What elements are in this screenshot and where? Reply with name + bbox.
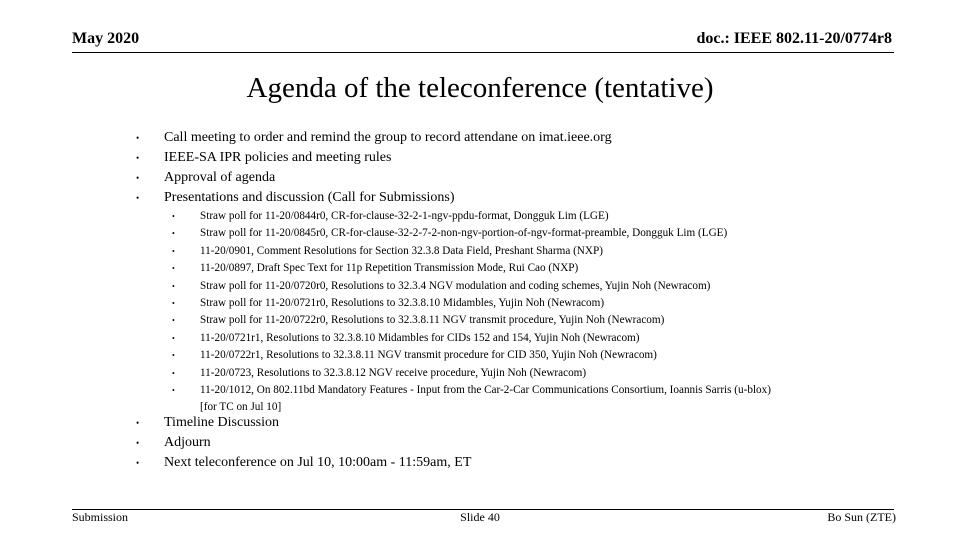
submission-item: • Straw poll for 11-20/0844r0, CR-for-clause-32-2-1-ngv-ppdu-format, Dongguk Lim (LGE) [170, 208, 771, 225]
submissions-list [170, 208, 771, 417]
agenda-item: • Timeline Discussion [134, 413, 471, 433]
agenda-item: • IEEE-SA IPR policies and meeting rules [134, 148, 612, 168]
header-date: May 2020 [72, 30, 140, 47]
bullet-icon: • [136, 438, 140, 448]
header-doc-id: doc.: IEEE 802.11-20/0774r8 [696, 30, 892, 47]
bullet-icon: • [172, 281, 175, 291]
agenda-top-list [134, 128, 612, 208]
bullet-icon: • [172, 368, 175, 378]
bullet-icon: • [172, 351, 175, 361]
submission-item: • Straw poll for 11-20/0721r0, Resolutions to 32.3.8.10 Midambles, Yujin Noh (Newracom) [170, 295, 771, 312]
agenda-item: • Presentations and discussion (Call for Submissions) [134, 188, 612, 208]
submission-item: • 11-20/0897, Draft Spec Text for 11p Repetition Transmission Mode, Rui Cao (NXP) [170, 260, 771, 277]
submission-item: • 11-20/1012, On 802.11bd Mandatory Features - Input from the Car-2-Car Communications Consortium, Ioannis Sarris (u-blox) [for TC on Jul 10] [170, 382, 771, 417]
submission-item: • 11-20/0722r1, Resolutions to 32.3.8.11 NGV transmit procedure for CID 350, Yujin Noh (Newracom) [170, 347, 771, 364]
submission-item: • Straw poll for 11-20/0845r0, CR-for-clause-32-2-7-2-non-ngv-portion-of-ngv-format-preamble, Dongguk Lim (LGE) [170, 225, 771, 242]
agenda-item: • Approval of agenda [134, 168, 612, 188]
submission-item: • Straw poll for 11-20/0720r0, Resolutions to 32.3.4 NGV modulation and coding schemes, Yujin Noh (Newracom) [170, 278, 771, 295]
bullet-icon: • [136, 153, 140, 163]
bullet-icon: • [172, 264, 175, 274]
bullet-icon: • [136, 133, 140, 143]
submission-item: • 11-20/0723, Resolutions to 32.3.8.12 NGV receive procedure, Yujin Noh (Newracom) [170, 365, 771, 382]
agenda-bottom-list [134, 413, 471, 473]
footer-slide-number: Slide 40 [460, 510, 500, 524]
slide-title: Agenda of the teleconference (tentative) [246, 72, 714, 104]
bullet-icon: • [172, 333, 175, 343]
bullet-icon: • [172, 212, 175, 221]
bullet-icon: • [136, 173, 140, 183]
bullet-icon: • [136, 418, 140, 428]
bullet-icon: • [172, 299, 175, 309]
agenda-item: • Adjourn [134, 433, 471, 453]
footer-submission: Submission [72, 510, 129, 524]
bullet-icon: • [172, 316, 175, 326]
submission-item: • Straw poll for 11-20/0722r0, Resolutions to 32.3.8.11 NGV transmit procedure, Yujin Noh (Newracom) [170, 312, 771, 329]
submission-item: • 11-20/0901, Comment Resolutions for Section 32.3.8 Data Field, Preshant Sharma (NXP) [170, 243, 771, 260]
bullet-icon: • [136, 193, 140, 203]
bullet-icon: • [172, 386, 175, 396]
submission-continuation: [for TC on Jul 10] [200, 401, 282, 414]
header-divider [72, 52, 894, 53]
agenda-item: • Call meeting to order and remind the group to record attendane on imat.ieee.org [134, 128, 612, 148]
footer-author: Bo Sun (ZTE) [827, 510, 896, 524]
agenda-item: • Next teleconference on Jul 10, 10:00am - 11:59am, ET [134, 453, 471, 473]
bullet-icon: • [172, 229, 175, 239]
submission-item: • 11-20/0721r1, Resolutions to 32.3.8.10 Midambles for CIDs 152 and 154, Yujin Noh (Newracom) [170, 330, 771, 347]
bullet-icon: • [172, 246, 175, 256]
bullet-icon: • [136, 458, 140, 468]
